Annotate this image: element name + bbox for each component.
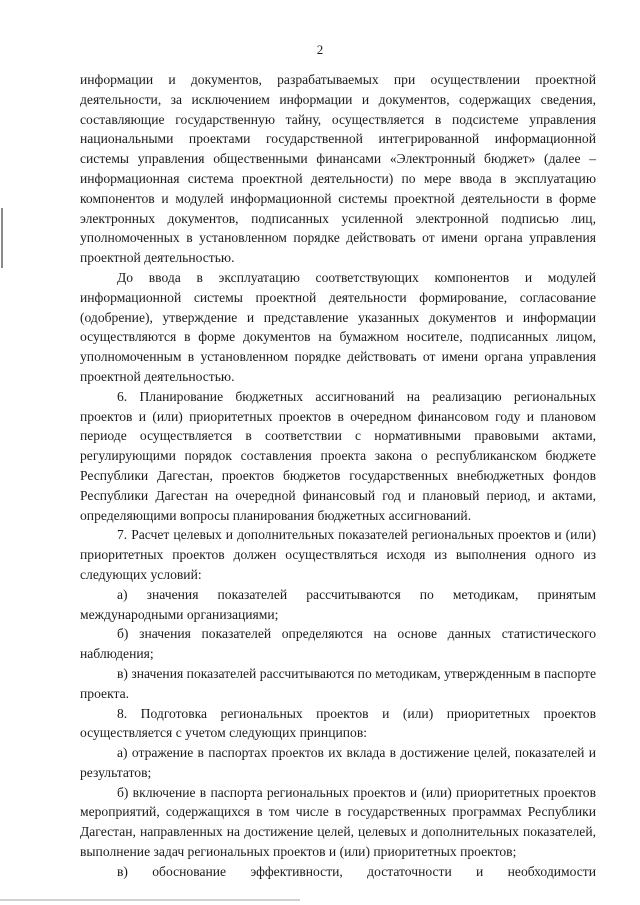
document-body <box>80 70 596 882</box>
paragraph: в) значения показателей рассчитываются по методикам, утвержденным в паспорте проекта. <box>80 665 596 701</box>
paragraph: информации и документов, разрабатываемых при осуществлении проектной деятельности, за исключением информации и документов, содержащих сведения, составляющие государственную тайну, осуществляется в подсистеме управления национальными проектами государственной интегрированной информационной системы управления общественными финансами «Электронный бюджет» (далее – информационная система проектной деятельности) по мере ввода в эксплуатацию компонентов и модулей информационной системы проектной деятельности в форме электронных документов, подписанных усиленной электронной подписью лиц, уполномоченных в установленном порядке действовать от имени органа управления проектной деятельностью. <box>80 72 596 266</box>
page-number: 2 <box>316 42 324 57</box>
paragraph: 7. Расчет целевых и дополнительных показателей региональных проектов и (или) приоритетных проектов должен осуществляться исходя из выполнения одного из следующих условий: <box>80 527 596 582</box>
paragraph: а) значения показателей рассчитываются по методикам, принятым международными организациями; <box>80 586 596 622</box>
paragraph: в) обоснование эффективности, достаточности и необходимости <box>117 863 596 879</box>
paragraph: а) отражение в паспортах проектов их вклада в достижение целей, показателей и результатов; <box>80 745 596 780</box>
scan-margin-mark <box>1 208 3 268</box>
paragraph: 8. Подготовка региональных проектов и (или) приоритетных проектов осуществляется с учетом следующих принципов: <box>80 705 596 741</box>
paragraph: б) включение в паспорта региональных проектов и (или) приоритетных проектов мероприятий, содержащихся в том числе в государственных программах Республики Дагестан, направленных на достижение целей, целевых и дополнительных показателей, выполнение задач региональных проектов и (или) приоритетных проектов; <box>80 784 596 860</box>
paragraph: б) значения показателей определяются на основе данных статистического наблюдения; <box>80 626 596 662</box>
paragraph: 6. Планирование бюджетных ассигнований на реализацию региональных проектов и (или) приоритетных проектов в очередном финансовом году и плановом периоде осуществляется в соответствии с нормативными правовыми актами, регулирующими порядок составления проекта закона о республиканском бюджете Республики Дагестан, проектов бюджетов государственных внебюджетных фондов Республики Дагестан на очередной финансовый год и плановый период, и актами, определяющими вопросы планирования бюджетных ассигнований. <box>80 388 596 523</box>
paragraph: До ввода в эксплуатацию соответствующих компонентов и модулей информационной системы проектной деятельности формирование, согласование (одобрение), утверждение и представление указанных документов и информации осуществляются в форме документов на бумажном носителе, подписанных лицом, уполномоченным в установленном порядке действовать от имени органа управления проектной деятельностью. <box>80 269 596 384</box>
scan-bottom-edge <box>0 899 300 901</box>
